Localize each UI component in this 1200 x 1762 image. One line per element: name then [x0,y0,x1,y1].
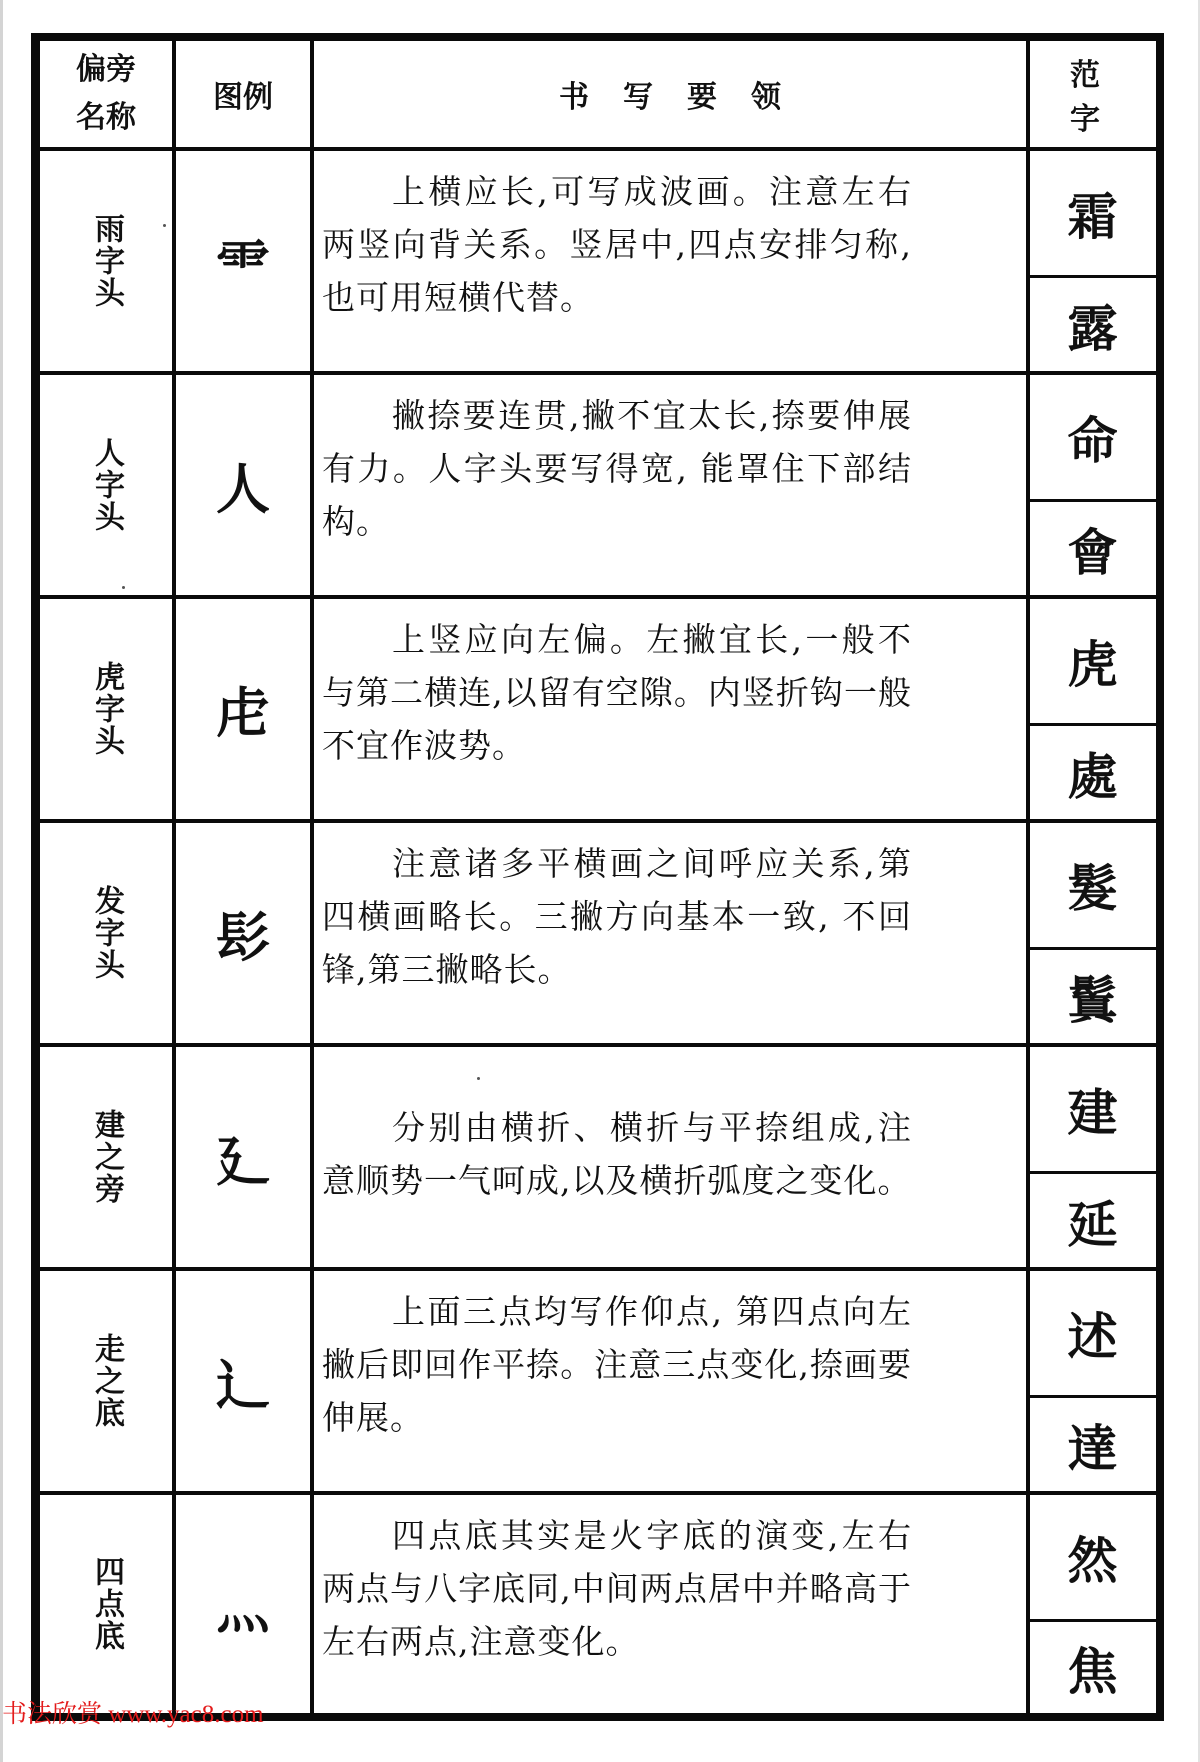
radical-name: 四点底 [89,1556,124,1652]
illustration-cell [176,1271,310,1491]
description-cell [314,1495,1026,1713]
sample-character: 述 [1067,1307,1118,1366]
illustration-cell [176,375,310,595]
sample-cell [1030,950,1155,1043]
sample-character: 鬒 [1067,970,1118,1030]
description-cell [314,151,1026,371]
sample-character: 焦 [1067,1641,1118,1701]
description-cell [314,375,1026,595]
sample-cell [1030,1495,1155,1619]
fire-dots-radical-glyph-icon: 灬 [216,1575,270,1640]
sample-cell [1030,278,1155,371]
radical-name-cell [40,1047,172,1267]
sample-character: 露 [1067,298,1118,358]
sample-cell [1030,1622,1155,1713]
header-sample-characters [1030,41,1155,147]
illustration-cell [176,823,310,1043]
description-text: 上横应长,可写成波画。注意左右两竖向背关系。竖居中,四点安排匀称,也可用短横代替。 [322,172,912,317]
sample-cell [1030,1047,1155,1171]
scan-speck [122,586,125,589]
sample-cell [1030,823,1155,947]
sample-cell [1030,599,1155,723]
radical-name-cell [40,375,172,595]
header-writing-essentials [314,41,1026,147]
header-radical-name-line1: 偏旁 [76,52,136,87]
long-stride-radical-glyph-icon: 廴 [216,1128,270,1193]
header-radical-name [40,41,172,147]
watermark-text: 书法欣赏 www.yac8.com [2,1701,264,1728]
header-illustration-text: 图例 [213,80,273,115]
radical-name: 雨字头 [89,213,124,309]
illustration-cell [176,1495,310,1713]
illustration-cell [176,599,310,819]
description-text: 撇捺要连贯,撇不宜太长,捺要伸展有力。人字头要写得宽, 能罩住下部结构。 [322,396,912,541]
description-cell [314,1271,1026,1491]
sample-character: 虎 [1067,635,1118,694]
header-radical-name-line2: 名称 [76,100,136,135]
sample-cell [1030,726,1155,819]
sample-character: 髮 [1067,859,1118,918]
radical-name-cell [40,151,172,371]
sample-character: 然 [1067,1531,1118,1590]
header-illustration [176,41,310,147]
sample-character: 延 [1067,1194,1118,1254]
page-edge-shadow [0,0,3,1762]
description-text: 上竖应向左偏。左撇宜长,一般不与第二横连,以留有空隙。内竖折钩一般不宜作波势。 [322,620,912,765]
description-cell [314,599,1026,819]
sample-cell [1030,1174,1155,1267]
walk-radical-glyph-icon: 辶 [216,1352,270,1417]
radical-name: 人字头 [89,437,124,533]
tiger-radical-glyph-icon: 虍 [216,680,270,745]
hair-radical-glyph-icon: 髟 [216,904,270,969]
sample-cell [1030,1398,1155,1491]
illustration-cell [176,151,310,371]
scan-speck [163,224,166,227]
description-cell [314,1047,1026,1267]
sample-character: 霜 [1067,187,1118,246]
sample-character: 建 [1067,1083,1118,1142]
description-text: 分别由横折、横折与平捺组成,注意顺势一气呵成,以及横折弧度之变化。 [322,1108,912,1200]
description-text: 上面三点均写作仰点, 第四点向左撇后即回作平捺。注意三点变化,捺画要伸展。 [322,1292,912,1437]
sample-character: 處 [1067,746,1118,806]
description-text: 四点底其实是火字底的演变,左右两点与八字底同,中间两点居中并略高于左右两点,注意变化。 [322,1516,912,1661]
sample-character: 達 [1067,1418,1118,1478]
radical-writing-guide-table [31,33,1164,1721]
header-sample-characters-text: 范字 [1070,58,1140,137]
illustration-cell [176,1047,310,1267]
radical-name: 发字头 [89,885,124,981]
sample-cell [1030,375,1155,499]
sample-character: 命 [1067,411,1118,470]
description-cell [314,823,1026,1043]
radical-name-cell [40,1271,172,1491]
rain-radical-glyph-icon: ⻗ [216,232,270,297]
sample-cell [1030,151,1155,275]
radical-name: 建之旁 [89,1109,124,1205]
radical-name: 走之底 [89,1333,124,1429]
radical-name-cell [40,1495,172,1713]
sample-character: 會 [1067,522,1118,582]
sample-cell [1030,1271,1155,1395]
header-radical-name-text [76,46,136,142]
radical-name-cell [40,823,172,1043]
person-radical-glyph-icon: 人 [216,456,270,521]
scan-speck [477,1077,480,1080]
radical-name-cell [40,599,172,819]
sample-cell [1030,502,1155,595]
header-writing-essentials-text: 书写要领 [559,80,815,115]
description-text: 注意诸多平横画之间呼应关系,第四横画略长。三撇方向基本一致, 不回锋,第三撇略长。 [322,844,912,989]
radical-name: 虎字头 [89,661,124,757]
